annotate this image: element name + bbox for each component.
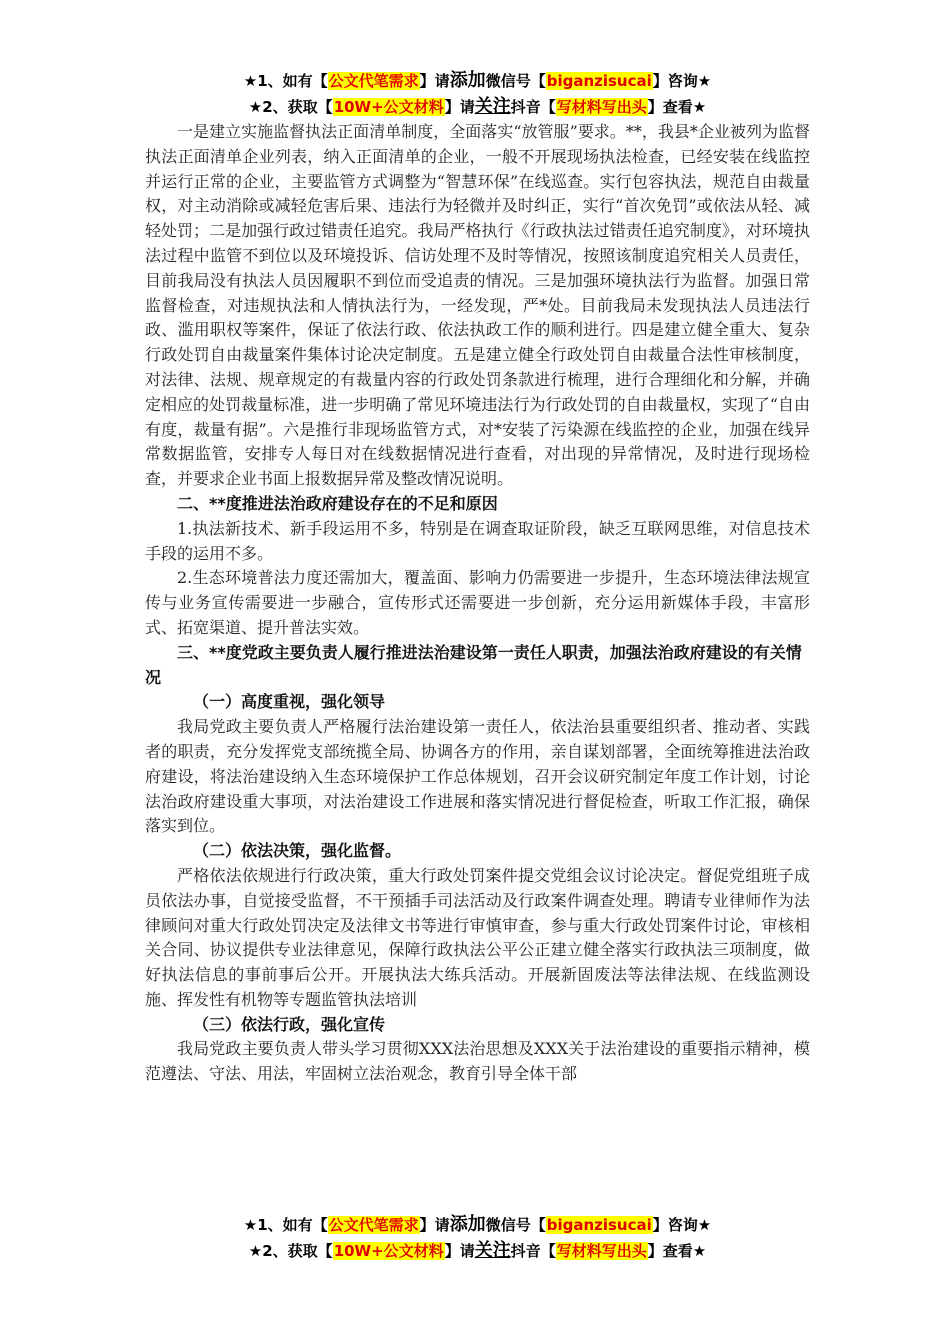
- subheading-1: （一）高度重视，强化领导: [193, 692, 386, 712]
- section-heading-3: 三、**度党政主要负责人履行推进法治建设第一责任人职责，加强法治政府建设的有关情况: [145, 642, 802, 687]
- highlight-text: 公文代笔需求: [328, 1216, 419, 1234]
- wechat-id: biganzisucai: [546, 72, 652, 90]
- paragraph-shortcoming-1: 1.执法新技术、新手段运用不多，特别是在调查取证阶段，缺乏互联网思维，对信息技术手段的运用不多。: [145, 518, 810, 563]
- header-banner: [145, 68, 810, 120]
- emphasis-text: 关注: [474, 1240, 511, 1261]
- banner-text: 微信号【: [485, 1216, 546, 1234]
- banner-text: ★2、获取【: [248, 1242, 333, 1260]
- subheading-2: （二）依法决策，强化监督。: [193, 841, 402, 861]
- banner-text: 】请: [419, 1216, 450, 1234]
- banner-text: 】请: [419, 72, 450, 90]
- banner-text: 】咨询★: [652, 1216, 712, 1234]
- banner-text: ★2、获取【: [248, 98, 333, 116]
- paragraph-leadership: 我局党政主要负责人严格履行法治建设第一责任人，依法治县重要组织者、推动者、实践者的职责，充分发挥党支部统揽全局、协调各方的作用，亲自谋划部署，全面统筹推进法治政府建设，将法治建设纳入生态环境保护工作总体规划，召开会议研究制定年度工作计划，讨论法治政府建设重大事项，对法治建设工作进展和落实情况进行督促检查，听取工作汇报，确保落实到位。: [145, 717, 810, 836]
- banner-line-2: [145, 94, 810, 120]
- highlight-text: 10W+公文材料: [333, 98, 444, 116]
- banner-text: 】查看★: [647, 98, 707, 116]
- paragraph-shortcoming-2: 2.生态环境普法力度还需加大，覆盖面、影响力仍需要进一步提升，生态环境法律法规宣传与业务宣传需要进一步融合，宣传形式还需要进一步创新，充分运用新媒体手段，丰富形式、拓宽渠道、提升普法实效。: [145, 568, 810, 637]
- footer-line-1: [145, 1212, 810, 1238]
- douyin-id: 写材料写出头: [556, 98, 647, 116]
- emphasis-text: 关注: [474, 96, 511, 117]
- wechat-id: biganzisucai: [546, 1216, 652, 1234]
- banner-text: 】请: [444, 98, 475, 116]
- section-heading-2: 二、**度推进法治政府建设存在的不足和原因: [177, 493, 498, 513]
- paragraph-measures: 一是建立实施监督执法正面清单制度，全面落实“放管服”要求。**，我县*企业被列为监督执法正面清单企业列表，纳入正面清单的企业，一般不开展现场执法检查，已经安装在线监控并运行正常的企业，主要监管方式调整为“智慧环保”在线巡查。实行包容执法，规范自由裁量权，对主动消除或减轻危害后果、违法行为轻微并及时纠正，实行“首次免罚”或依法从轻、减轻处罚；二是加强行政过错责任追究。我局严格执行《行政执法过错责任追究制度》，对环境执法过程中监管不到位以及环境投诉、信访处理不及时等情况，按照该制度追究相关人员责任，目前我局没有执法人员因履职不到位而受追责的情况。三是加强环境执法行为监督。加强日常监督检查，对违规执法和人情执法行为，一经发现，严*处。目前我局未发现执法人员违法行政、滥用职权等案件，保证了依法行政、依法执政工作的顺利进行。四是建立健全重大、复杂行政处罚自由裁量案件集体讨论决定制度。五是建立健全行政处罚自由裁量合法性审核制度，对法律、法规、规章规定的有裁量内容的行政处罚条款进行梳理，进行合理细化和分解，并确定相应的处罚裁量标准，进一步明确了常见环境违法行为行政处罚的自由裁量权，实现了“自由有度，裁量有据”。六是推行非现场监管方式，对*安装了污染源在线监控的企业，加强在线异常数据监管，安排专人每日对在线数据情况进行查看，对出现的异常情况，及时进行现场检查，并要求企业书面上报数据异常及整改情况说明。: [145, 122, 810, 489]
- banner-text: 】请: [444, 1242, 475, 1260]
- banner-text: 微信号【: [485, 72, 546, 90]
- banner-text: 抖音【: [510, 98, 556, 116]
- subheading-3: （三）依法行政，强化宣传: [193, 1014, 386, 1034]
- banner-line-1: [145, 68, 810, 94]
- footer-line-2: [145, 1238, 810, 1264]
- banner-text: ★1、如有【: [243, 72, 328, 90]
- highlight-text: 公文代笔需求: [328, 72, 419, 90]
- banner-text: 】查看★: [647, 1242, 707, 1260]
- banner-text: ★1、如有【: [243, 1216, 328, 1234]
- banner-text: 抖音【: [510, 1242, 556, 1260]
- emphasis-text: 添加: [449, 1214, 486, 1235]
- document-page: [145, 68, 810, 1087]
- highlight-text: 10W+公文材料: [333, 1242, 444, 1260]
- paragraph-publicity: 我局党政主要负责人带头学习贯彻XXX法治思想及XXX关于法治建设的重要指示精神，模范遵法、守法、用法，牢固树立法治观念，教育引导全体干部: [145, 1039, 810, 1084]
- paragraph-decision: 严格依法依规进行行政决策，重大行政处罚案件提交党组会议讨论决定。督促党组班子成员依法办事，自觉接受监督，不干预插手司法活动及行政案件调查处理。聘请专业律师作为法律顾问对重大行政处罚决定及法律文书等进行审慎审查，参与重大行政处罚案件讨论，审核相关合同、协议提供专业法律意见，保障行政执法公平公正建立健全落实行政执法三项制度，做好执法信息的事前事后公开。开展执法大练兵活动。开展新固废法等法律法规、在线监测设施、挥发性有机物等专题监管执法培训: [145, 865, 810, 1009]
- footer-banner: [145, 1212, 810, 1264]
- emphasis-text: 添加: [449, 70, 486, 91]
- douyin-id: 写材料写出头: [556, 1242, 647, 1260]
- banner-text: 】咨询★: [652, 72, 712, 90]
